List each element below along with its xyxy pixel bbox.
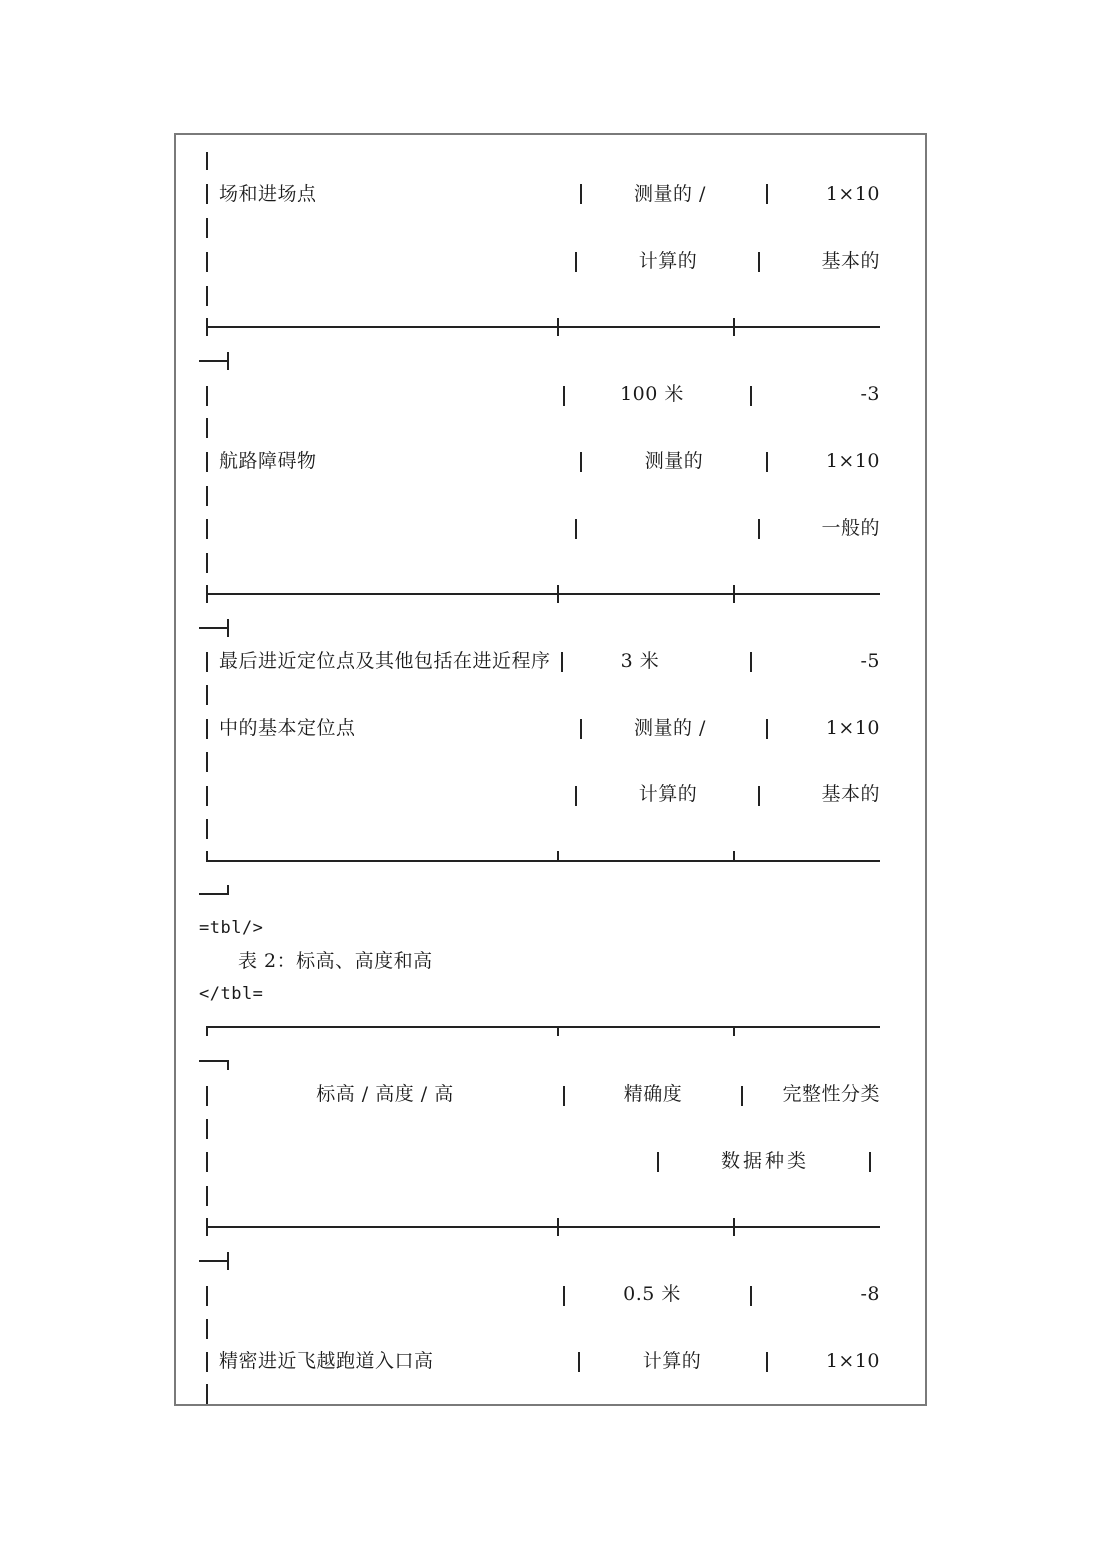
cell-text: 测量的 <box>644 450 704 472</box>
table-rule <box>206 860 880 862</box>
table-border <box>557 585 559 603</box>
table-border <box>206 1384 208 1404</box>
table-rule <box>199 360 227 362</box>
table-border <box>869 1152 871 1172</box>
tbl-open-marker: =tbl/> <box>199 918 264 938</box>
table-border <box>206 519 208 539</box>
table-border <box>227 619 229 637</box>
table-border <box>557 318 559 336</box>
cell-text: 3 米 <box>620 650 660 672</box>
cell-text: 测量的 / <box>634 183 706 205</box>
table-rule <box>208 1226 880 1228</box>
table-border <box>206 819 208 839</box>
table-border <box>758 786 760 806</box>
table-border <box>750 652 752 672</box>
table-border <box>206 1352 208 1372</box>
cell-text: 最后进近定位点及其他包括在进近程序 <box>219 650 551 672</box>
tbl-close-marker: </tbl= <box>199 984 264 1004</box>
page-frame <box>174 133 927 1406</box>
table-border <box>575 252 577 272</box>
table-border <box>578 1352 580 1372</box>
cell-text: 计算的 <box>638 783 698 805</box>
table-rule <box>199 1060 229 1062</box>
cell-text: -8 <box>860 1283 880 1305</box>
cell-text: 测量的 / <box>634 717 706 739</box>
header-cell: 精确度 <box>623 1083 683 1105</box>
table-border <box>206 452 208 472</box>
table-border <box>758 252 760 272</box>
table-caption: 表 2：标高、高度和高 <box>238 950 433 972</box>
table-border <box>766 1352 768 1372</box>
table-border <box>227 352 229 370</box>
header-cell: 标高 / 高度 / 高 <box>316 1083 454 1105</box>
table-rule <box>199 1260 227 1262</box>
cell-text: 场和进场点 <box>219 183 317 205</box>
table-border <box>741 1086 743 1106</box>
table-border <box>206 184 208 204</box>
cell-text: 计算的 <box>638 250 698 272</box>
cell-text: 计算的 <box>642 1350 702 1372</box>
table-border <box>563 1086 565 1106</box>
cell-text: 基本的 <box>821 250 880 272</box>
table-border <box>227 1252 229 1270</box>
table-border <box>206 719 208 739</box>
table-border <box>563 1286 565 1306</box>
cell-text: -5 <box>860 650 880 672</box>
table-border <box>206 752 208 772</box>
cell-text: 航路障碍物 <box>219 450 317 472</box>
table-border <box>206 152 208 170</box>
table-rule <box>208 593 880 595</box>
table-border <box>575 519 577 539</box>
table-border <box>750 1286 752 1306</box>
cell-text: 1×10 <box>825 183 880 205</box>
table-border <box>657 1152 659 1172</box>
cell-text: 一般的 <box>821 517 880 539</box>
header-cell: 完整性分类 <box>782 1083 880 1105</box>
cell-text: 1×10 <box>825 717 880 739</box>
table-border <box>733 1218 735 1236</box>
cell-text: 精密进近飞越跑道入口高 <box>219 1350 434 1372</box>
table-border <box>557 851 559 861</box>
table-border <box>206 652 208 672</box>
table-border <box>557 1026 559 1036</box>
table-border <box>206 286 208 306</box>
table-border <box>206 386 208 406</box>
table-border <box>580 184 582 204</box>
table-border <box>206 685 208 705</box>
table-border <box>733 585 735 603</box>
table-border <box>580 719 582 739</box>
table-border <box>206 1152 208 1172</box>
table-border <box>206 418 208 438</box>
table-rule <box>206 1026 880 1028</box>
table-border <box>758 519 760 539</box>
cell-text: 100 米 <box>620 383 684 405</box>
cell-text: 基本的 <box>821 783 880 805</box>
table-border <box>206 1086 208 1106</box>
table-border <box>561 652 563 672</box>
table-border <box>227 885 229 895</box>
header-cell: 数据种类 <box>720 1150 809 1172</box>
table-border <box>206 1119 208 1139</box>
table-border <box>206 218 208 238</box>
table-rule <box>208 326 880 328</box>
table-border <box>206 553 208 573</box>
cell-text: 中的基本定位点 <box>219 717 356 739</box>
table-border <box>766 184 768 204</box>
table-border <box>206 1186 208 1206</box>
table-border <box>733 1026 735 1036</box>
cell-text: 1×10 <box>825 1350 880 1372</box>
table-border <box>766 719 768 739</box>
table-border <box>206 1319 208 1339</box>
table-border <box>206 486 208 506</box>
table-border <box>733 851 735 861</box>
table-rule <box>199 627 227 629</box>
table-border <box>206 252 208 272</box>
table-border <box>766 452 768 472</box>
table-border <box>563 386 565 406</box>
cell-text: 0.5 米 <box>623 1283 681 1305</box>
table-border <box>733 318 735 336</box>
table-border <box>206 786 208 806</box>
cell-text: -3 <box>860 383 880 405</box>
cell-text: 1×10 <box>825 450 880 472</box>
table-rule <box>199 893 227 895</box>
table-border <box>575 786 577 806</box>
table-border <box>227 1060 229 1070</box>
table-border <box>206 1286 208 1306</box>
table-border <box>557 1218 559 1236</box>
table-border <box>580 452 582 472</box>
table-border <box>750 386 752 406</box>
